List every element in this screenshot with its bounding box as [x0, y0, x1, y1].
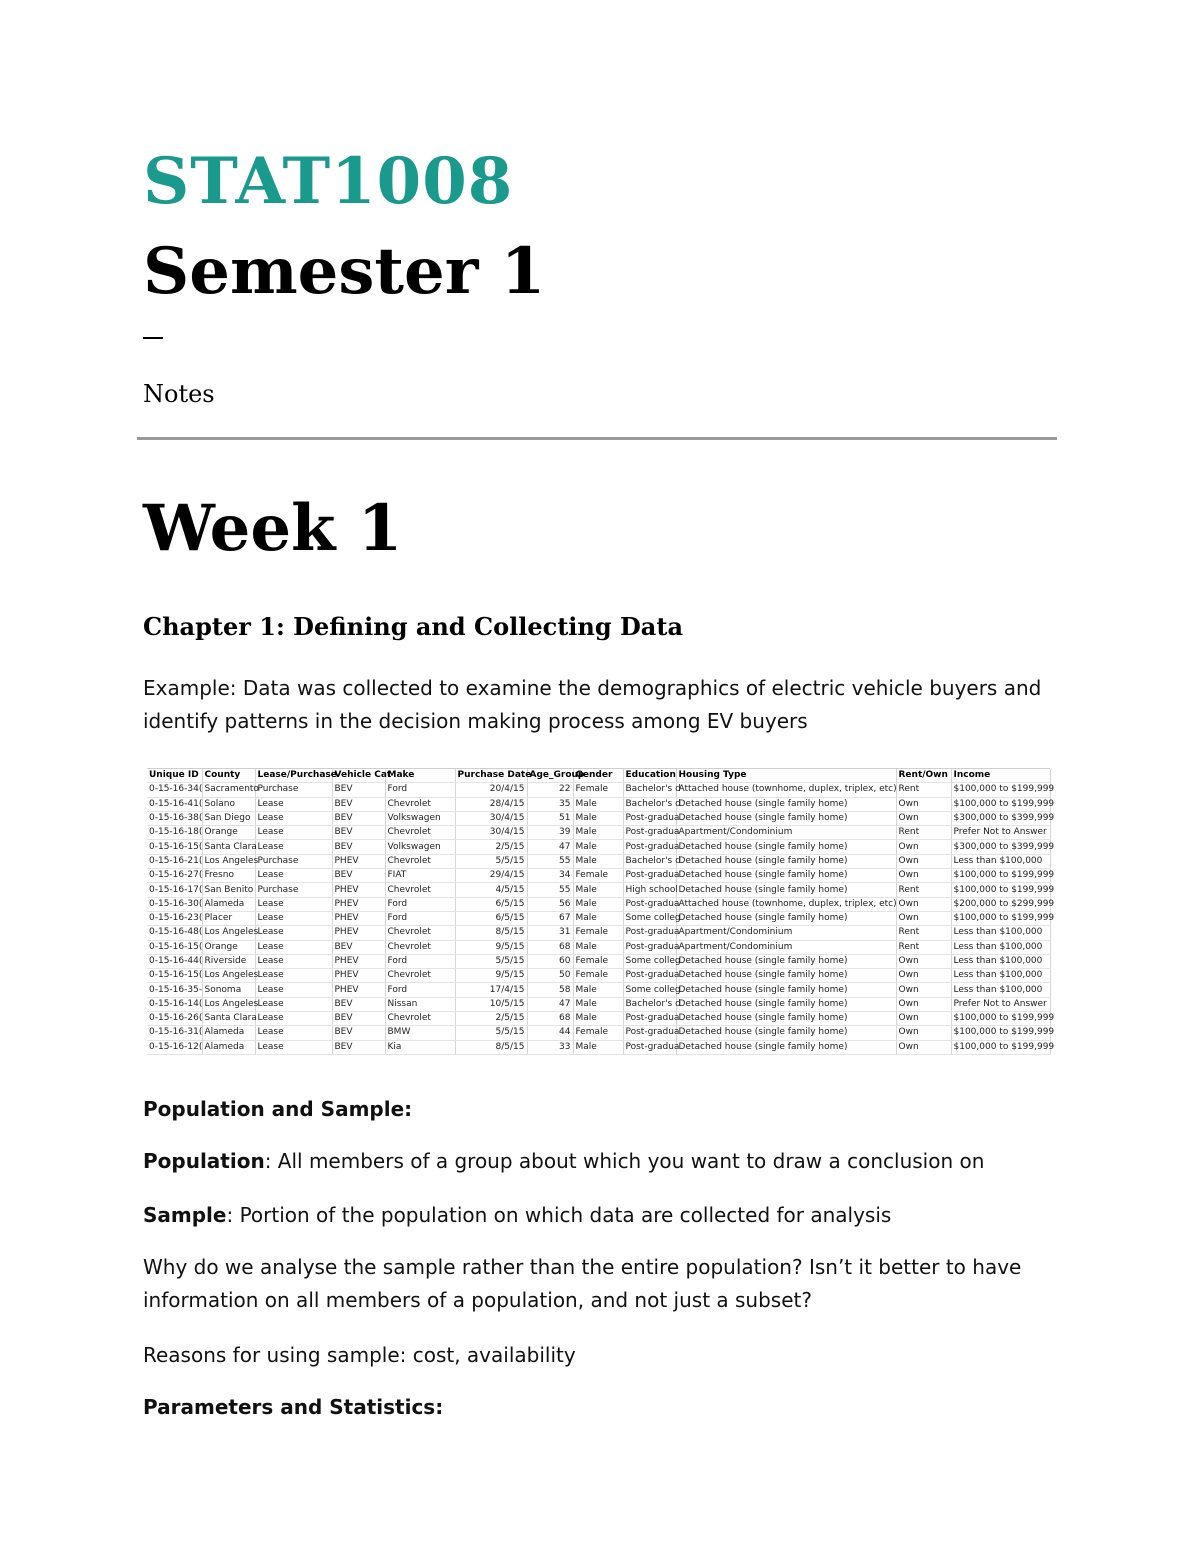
table-cell: Fresno: [202, 869, 255, 883]
table-cell: Bachelor's d: [623, 797, 676, 811]
table-cell: Alameda: [202, 897, 255, 911]
table-cell: BEV: [332, 811, 385, 825]
table-cell: $100,000 to $199,999: [951, 911, 1050, 925]
table-cell: Male: [573, 997, 623, 1011]
table-cell: Ford: [385, 897, 455, 911]
sample-term: Sample: [143, 1203, 227, 1227]
table-cell: 0-15-16-41(: [147, 797, 202, 811]
table-cell: Lease: [255, 954, 332, 968]
table-cell: Nissan: [385, 997, 455, 1011]
table-cell: 39: [527, 826, 573, 840]
table-cell: 8/5/15: [455, 1040, 527, 1054]
ev-data-spreadsheet: [147, 768, 1055, 1055]
table-cell: Los Angeles: [202, 926, 255, 940]
parameters-heading-text: Parameters and Statistics:: [143, 1395, 444, 1419]
sample-definition: [143, 1199, 1043, 1232]
table-cell: 0-15-16-34(: [147, 783, 202, 797]
table-cell: 0-15-16-18(: [147, 826, 202, 840]
table-cell: Chevrolet: [385, 940, 455, 954]
table-cell: 5/5/15: [455, 1026, 527, 1040]
table-cell: Male: [573, 897, 623, 911]
table-cell: 44: [527, 1026, 573, 1040]
table-cell: Lease: [255, 940, 332, 954]
table-cell: Post-gradua: [623, 1012, 676, 1026]
table-cell: 31: [527, 926, 573, 940]
table-cell: Own: [896, 997, 951, 1011]
table-cell: 0-15-16-21(: [147, 854, 202, 868]
table-cell: Attached house (townhome, duplex, triplex, etc): [676, 783, 896, 797]
table-cell: PHEV: [332, 897, 385, 911]
table-cell: Chevrolet: [385, 797, 455, 811]
table-cell: $100,000 to $199,999: [951, 869, 1050, 883]
table-row: [147, 811, 1050, 825]
table-cell: Less than $100,000: [951, 983, 1050, 997]
table-cell: Lease: [255, 1012, 332, 1026]
table-cell: Apartment/Condominium: [676, 940, 896, 954]
table-cell: Female: [573, 954, 623, 968]
table-cell: Own: [896, 869, 951, 883]
table-cell: 33: [527, 1040, 573, 1054]
table-row: [147, 826, 1050, 840]
table-row: [147, 983, 1050, 997]
table-cell: Detached house (single family home): [676, 811, 896, 825]
table-cell: Less than $100,000: [951, 954, 1050, 968]
course-title: STAT1008: [143, 144, 514, 219]
table-cell: $100,000 to $199,999: [951, 797, 1050, 811]
table-cell: Lease: [255, 797, 332, 811]
table-cell: 0-15-16-27(: [147, 869, 202, 883]
table-row: [147, 840, 1050, 854]
table-cell: BEV: [332, 997, 385, 1011]
table-cell: 0-15-16-38(: [147, 811, 202, 825]
table-cell: Post-gradua: [623, 826, 676, 840]
table-cell: PHEV: [332, 883, 385, 897]
population-sample-heading-text: Population and Sample:: [143, 1097, 413, 1121]
table-cell: Sacramento: [202, 783, 255, 797]
table-cell: 47: [527, 840, 573, 854]
table-cell: $100,000 to $199,999: [951, 1040, 1050, 1054]
table-cell: Own: [896, 1040, 951, 1054]
table-cell: Lease: [255, 911, 332, 925]
table-cell: 55: [527, 854, 573, 868]
table-row: [147, 1040, 1050, 1054]
table-cell: 0-15-16-23(: [147, 911, 202, 925]
column-header: Purchase Date: [455, 769, 527, 783]
table-cell: $100,000 to $199,999: [951, 783, 1050, 797]
table-cell: Detached house (single family home): [676, 1026, 896, 1040]
table-row: [147, 1012, 1050, 1026]
table-cell: Purchase: [255, 783, 332, 797]
table-cell: 6/5/15: [455, 897, 527, 911]
population-sample-heading: [143, 1093, 1043, 1126]
table-cell: Male: [573, 940, 623, 954]
table-cell: Detached house (single family home): [676, 840, 896, 854]
table-cell: 56: [527, 897, 573, 911]
table-cell: 0-15-16-17(: [147, 883, 202, 897]
table-cell: 0-15-16-26(: [147, 1012, 202, 1026]
table-cell: Prefer Not to Answer: [951, 826, 1050, 840]
table-cell: Rent: [896, 826, 951, 840]
table-cell: PHEV: [332, 983, 385, 997]
table-cell: Ford: [385, 983, 455, 997]
column-header: Income: [951, 769, 1050, 783]
column-header: Vehicle Cat: [332, 769, 385, 783]
table-cell: $200,000 to $299,999: [951, 897, 1050, 911]
table-cell: 6/5/15: [455, 911, 527, 925]
table-cell: PHEV: [332, 911, 385, 925]
table-cell: 30/4/15: [455, 826, 527, 840]
ev-data-table: [147, 769, 1055, 1055]
table-cell: Male: [573, 983, 623, 997]
table-cell: 58: [527, 983, 573, 997]
table-cell: BEV: [332, 826, 385, 840]
table-cell: 60: [527, 954, 573, 968]
table-cell: Post-gradua: [623, 840, 676, 854]
table-cell: Female: [573, 969, 623, 983]
header-divider: [137, 437, 1057, 440]
table-cell: Lease: [255, 983, 332, 997]
table-cell: Some colleg: [623, 911, 676, 925]
table-cell: Lease: [255, 1040, 332, 1054]
table-cell: 0-15-16-35-: [147, 983, 202, 997]
table-cell: 30/4/15: [455, 811, 527, 825]
sample-question: Why do we analyse the sample rather than the entire population? Isn’t it better to have information on all members of a population, and not just a subset?: [143, 1255, 1022, 1312]
table-cell: BEV: [332, 1012, 385, 1026]
table-cell: Male: [573, 811, 623, 825]
table-cell: Rent: [896, 883, 951, 897]
table-cell: 10/5/15: [455, 997, 527, 1011]
table-cell: Some colleg: [623, 983, 676, 997]
table-row: [147, 854, 1050, 868]
table-cell: Solano: [202, 797, 255, 811]
table-row: [147, 797, 1050, 811]
table-cell: Volkswagen: [385, 840, 455, 854]
table-cell: Male: [573, 911, 623, 925]
table-cell: Purchase: [255, 883, 332, 897]
table-cell: BEV: [332, 1026, 385, 1040]
table-cell: PHEV: [332, 954, 385, 968]
table-cell: 0-15-16-48(: [147, 926, 202, 940]
table-cell: Purchase: [255, 854, 332, 868]
table-cell: FIAT: [385, 869, 455, 883]
table-row: [147, 969, 1050, 983]
table-cell: Lease: [255, 926, 332, 940]
table-cell: $100,000 to $199,999: [951, 1012, 1050, 1026]
table-row: [147, 926, 1050, 940]
table-cell: Post-gradua: [623, 811, 676, 825]
table-cell: Santa Clara: [202, 1012, 255, 1026]
table-cell: Rent: [896, 940, 951, 954]
table-cell: BMW: [385, 1026, 455, 1040]
table-cell: BEV: [332, 840, 385, 854]
table-cell: $100,000 to $199,999: [951, 1026, 1050, 1040]
table-cell: Kia: [385, 1040, 455, 1054]
table-cell: Male: [573, 854, 623, 868]
table-cell: Female: [573, 926, 623, 940]
table-cell: 0-15-16-15(: [147, 940, 202, 954]
table-cell: 28/4/15: [455, 797, 527, 811]
table-cell: Riverside: [202, 954, 255, 968]
chapter-heading: Chapter 1: Defining and Collecting Data: [143, 612, 683, 641]
table-cell: Orange: [202, 940, 255, 954]
table-cell: Own: [896, 797, 951, 811]
table-cell: 0-15-16-14(: [147, 997, 202, 1011]
column-header: Lease/Purchase: [255, 769, 332, 783]
table-cell: San Diego: [202, 811, 255, 825]
table-cell: 5/5/15: [455, 954, 527, 968]
parameters-heading: [143, 1391, 1043, 1424]
table-cell: 0-15-16-15(: [147, 840, 202, 854]
table-cell: Detached house (single family home): [676, 954, 896, 968]
table-cell: Less than $100,000: [951, 969, 1050, 983]
table-cell: Detached house (single family home): [676, 997, 896, 1011]
table-cell: 50: [527, 969, 573, 983]
table-row: [147, 783, 1050, 797]
table-row: [147, 940, 1050, 954]
table-cell: Attached house (townhome, duplex, triplex, etc): [676, 897, 896, 911]
table-cell: Chevrolet: [385, 854, 455, 868]
table-cell: Chevrolet: [385, 826, 455, 840]
table-cell: 0-15-16-15(: [147, 969, 202, 983]
table-cell: Rent: [896, 783, 951, 797]
table-cell: 2/5/15: [455, 1012, 527, 1026]
table-cell: Apartment/Condominium: [676, 826, 896, 840]
table-cell: Own: [896, 983, 951, 997]
table-cell: Own: [896, 911, 951, 925]
table-cell: Ford: [385, 783, 455, 797]
table-cell: 17/4/15: [455, 983, 527, 997]
table-cell: Placer: [202, 911, 255, 925]
table-cell: Own: [896, 1012, 951, 1026]
sample-reasons: Reasons for using sample: cost, availability: [143, 1343, 576, 1367]
table-cell: Post-gradua: [623, 969, 676, 983]
column-header: Make: [385, 769, 455, 783]
title-dash: [143, 337, 163, 339]
table-cell: High school: [623, 883, 676, 897]
table-cell: Male: [573, 826, 623, 840]
table-cell: 51: [527, 811, 573, 825]
table-cell: 35: [527, 797, 573, 811]
table-cell: BEV: [332, 797, 385, 811]
table-cell: Own: [896, 954, 951, 968]
table-cell: Own: [896, 854, 951, 868]
table-cell: Lease: [255, 1026, 332, 1040]
table-cell: 20/4/15: [455, 783, 527, 797]
table-cell: Male: [573, 797, 623, 811]
table-cell: 8/5/15: [455, 926, 527, 940]
table-cell: Los Angeles: [202, 969, 255, 983]
table-cell: Detached house (single family home): [676, 869, 896, 883]
table-cell: Bachelor's d: [623, 783, 676, 797]
table-cell: Post-gradua: [623, 926, 676, 940]
table-cell: Los Angeles: [202, 997, 255, 1011]
table-cell: Alameda: [202, 1040, 255, 1054]
table-cell: San Benito: [202, 883, 255, 897]
table-cell: Chevrolet: [385, 969, 455, 983]
table-cell: 22: [527, 783, 573, 797]
table-cell: $300,000 to $399,999: [951, 840, 1050, 854]
table-row: [147, 869, 1050, 883]
population-definition: [143, 1145, 1043, 1178]
table-cell: Alameda: [202, 1026, 255, 1040]
table-cell: Los Angeles: [202, 854, 255, 868]
table-cell: BEV: [332, 1040, 385, 1054]
table-cell: 68: [527, 940, 573, 954]
example-paragraph: Example: Data was collected to examine the demographics of electric vehicle buyers and identify patterns in the decision making process among EV buyers: [143, 676, 1042, 733]
table-row: [147, 954, 1050, 968]
table-cell: Lease: [255, 969, 332, 983]
table-cell: 68: [527, 1012, 573, 1026]
table-cell: $100,000 to $199,999: [951, 883, 1050, 897]
column-header: Rent/Own: [896, 769, 951, 783]
population-definition-text: : All members of a group about which you want to draw a conclusion on: [264, 1149, 985, 1173]
table-cell: Female: [573, 869, 623, 883]
table-cell: PHEV: [332, 926, 385, 940]
table-cell: Bachelor's d: [623, 854, 676, 868]
table-cell: Less than $100,000: [951, 940, 1050, 954]
table-body: [147, 783, 1055, 1055]
table-cell: 0-15-16-44(: [147, 954, 202, 968]
table-row: [147, 897, 1050, 911]
column-header: Education: [623, 769, 676, 783]
table-cell: Male: [573, 883, 623, 897]
table-cell: Male: [573, 840, 623, 854]
table-cell: Apartment/Condominium: [676, 926, 896, 940]
table-cell: Prefer Not to Answer: [951, 997, 1050, 1011]
table-cell: Post-gradua: [623, 897, 676, 911]
table-cell: Santa Clara: [202, 840, 255, 854]
population-term: Population: [143, 1149, 265, 1173]
table-cell: BEV: [332, 940, 385, 954]
table-cell: Sonoma: [202, 983, 255, 997]
column-header: Housing Type: [676, 769, 896, 783]
table-cell: Post-gradua: [623, 1026, 676, 1040]
table-cell: 5/5/15: [455, 854, 527, 868]
table-cell: Ford: [385, 954, 455, 968]
table-cell: 29/4/15: [455, 869, 527, 883]
column-header: Unique ID: [147, 769, 202, 783]
table-cell: Female: [573, 1026, 623, 1040]
table-header-row: [147, 769, 1050, 783]
table-cell: Some colleg: [623, 954, 676, 968]
semester-subtitle: Semester 1: [143, 234, 546, 309]
table-cell: 47: [527, 997, 573, 1011]
table-cell: Lease: [255, 897, 332, 911]
table-cell: Own: [896, 969, 951, 983]
table-cell: Detached house (single family home): [676, 911, 896, 925]
table-cell: Post-gradua: [623, 869, 676, 883]
table-cell: Lease: [255, 826, 332, 840]
table-cell: PHEV: [332, 969, 385, 983]
table-cell: 0-15-16-12(: [147, 1040, 202, 1054]
table-cell: Lease: [255, 811, 332, 825]
table-cell: Male: [573, 1012, 623, 1026]
table-cell: Detached house (single family home): [676, 969, 896, 983]
table-cell: Lease: [255, 840, 332, 854]
table-row: [147, 911, 1050, 925]
table-cell: Detached house (single family home): [676, 797, 896, 811]
table-cell: 9/5/15: [455, 940, 527, 954]
table-row: [147, 883, 1050, 897]
table-cell: Own: [896, 811, 951, 825]
table-cell: 0-15-16-31(: [147, 1026, 202, 1040]
table-cell: 67: [527, 911, 573, 925]
table-cell: Rent: [896, 926, 951, 940]
table-cell: Detached house (single family home): [676, 983, 896, 997]
table-cell: Less than $100,000: [951, 854, 1050, 868]
table-cell: Volkswagen: [385, 811, 455, 825]
table-cell: Own: [896, 1026, 951, 1040]
table-cell: 2/5/15: [455, 840, 527, 854]
table-cell: BEV: [332, 783, 385, 797]
table-cell: BEV: [332, 869, 385, 883]
table-cell: Ford: [385, 911, 455, 925]
table-cell: 0-15-16-30(: [147, 897, 202, 911]
notes-label: Notes: [143, 380, 215, 408]
table-cell: Male: [573, 1040, 623, 1054]
week-heading: Week 1: [143, 491, 403, 566]
table-cell: PHEV: [332, 854, 385, 868]
table-cell: Bachelor's d: [623, 997, 676, 1011]
table-cell: Detached house (single family home): [676, 1040, 896, 1054]
table-cell: Lease: [255, 869, 332, 883]
table-cell: Chevrolet: [385, 1012, 455, 1026]
table-cell: 55: [527, 883, 573, 897]
table-cell: Female: [573, 783, 623, 797]
table-cell: Post-gradua: [623, 940, 676, 954]
column-header: County: [202, 769, 255, 783]
column-header: Gender: [573, 769, 623, 783]
column-header: Age_Group: [527, 769, 573, 783]
table-cell: Orange: [202, 826, 255, 840]
table-cell: Detached house (single family home): [676, 854, 896, 868]
table-cell: Chevrolet: [385, 926, 455, 940]
table-cell: 9/5/15: [455, 969, 527, 983]
table-cell: Post-gradua: [623, 1040, 676, 1054]
table-cell: Lease: [255, 997, 332, 1011]
sample-definition-text: : Portion of the population on which data are collected for analysis: [226, 1203, 892, 1227]
table-row: [147, 1026, 1050, 1040]
table-row: [147, 997, 1050, 1011]
table-cell: $300,000 to $399,999: [951, 811, 1050, 825]
table-cell: Less than $100,000: [951, 926, 1050, 940]
table-cell: Detached house (single family home): [676, 1012, 896, 1026]
table-cell: 4/5/15: [455, 883, 527, 897]
table-cell: 34: [527, 869, 573, 883]
table-cell: Own: [896, 897, 951, 911]
table-cell: Own: [896, 840, 951, 854]
table-cell: Chevrolet: [385, 883, 455, 897]
table-cell: Detached house (single family home): [676, 883, 896, 897]
